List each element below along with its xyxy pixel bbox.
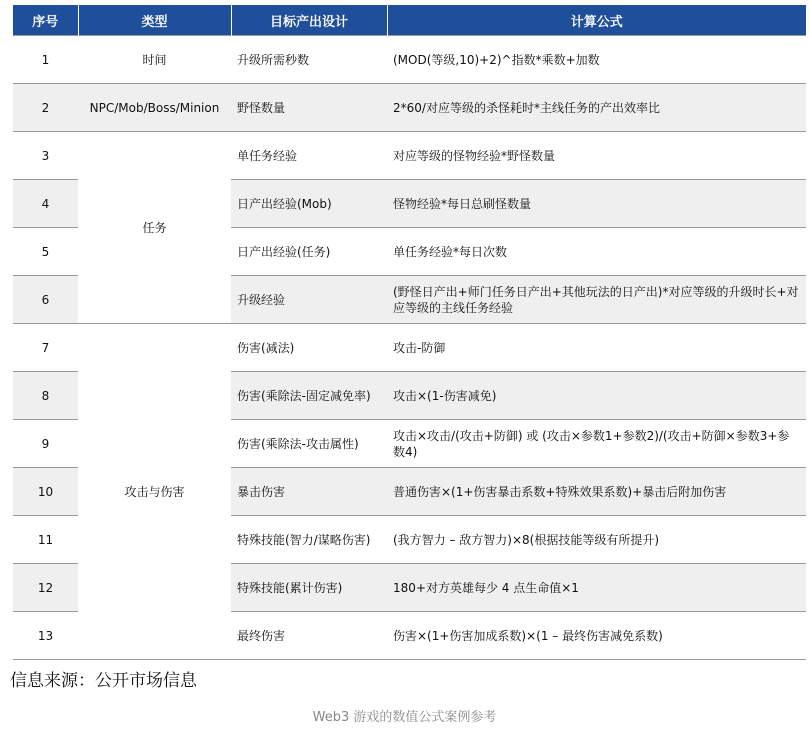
image-caption: Web3 游戏的数值公式案例参考 <box>312 710 497 725</box>
row-formula: 普通伤害×(1+伤害暴击系数+特殊效果系数)+暴击后附加伤害 <box>387 468 806 516</box>
row-target: 升级所需秒数 <box>231 36 387 84</box>
header-target: 目标产出设计 <box>231 5 387 36</box>
table-row <box>13 84 806 132</box>
row-number: 9 <box>13 420 78 468</box>
row-target: 日产出经验(任务) <box>231 228 387 276</box>
row-target: 伤害(乘除法-攻击属性) <box>231 420 387 468</box>
table-row <box>13 132 806 180</box>
row-formula: (我方智力 – 敌方智力)×8(根据技能等级有所提升) <box>387 516 806 564</box>
row-number: 1 <box>13 36 78 84</box>
row-number: 10 <box>13 468 78 516</box>
row-number: 2 <box>13 84 78 132</box>
row-formula: 对应等级的怪物经验*野怪数量 <box>387 132 806 180</box>
row-formula: (野怪日产出+师门任务日产出+其他玩法的日产出)*对应等级的升级时长+对应等级的主线任务经验 <box>387 276 806 324</box>
row-target: 升级经验 <box>231 276 387 324</box>
row-number: 7 <box>13 324 78 372</box>
row-number: 8 <box>13 372 78 420</box>
row-number: 4 <box>13 180 78 228</box>
source-note: 信息来源：公开市场信息 <box>10 671 197 691</box>
row-target: 特殊技能(累计伤害) <box>231 564 387 612</box>
row-target: 特殊技能(智力/谋略伤害) <box>231 516 387 564</box>
row-type: 时间 <box>78 36 231 84</box>
row-number: 3 <box>13 132 78 180</box>
row-number: 6 <box>13 276 78 324</box>
row-formula: 单任务经验*每日次数 <box>387 228 806 276</box>
row-target: 单任务经验 <box>231 132 387 180</box>
row-formula: 攻击×(1-伤害减免) <box>387 372 806 420</box>
group-type-task: 任务 <box>78 132 231 324</box>
row-target: 野怪数量 <box>231 84 387 132</box>
row-target: 暴击伤害 <box>231 468 387 516</box>
table-row <box>13 36 806 84</box>
row-type: NPC/Mob/Boss/Minion <box>78 84 231 132</box>
row-formula: (MOD(等级,10)+2)^指数*乘数+加数 <box>387 36 806 84</box>
table-row <box>13 324 806 372</box>
row-number: 5 <box>13 228 78 276</box>
row-target: 伤害(减法) <box>231 324 387 372</box>
row-number: 12 <box>13 564 78 612</box>
row-number: 11 <box>13 516 78 564</box>
header-formula: 计算公式 <box>387 5 806 36</box>
row-formula: 攻击×攻击/(攻击+防御) 或 (攻击×参数1+参数2)/(攻击+防御×参数3+参数4) <box>387 420 806 468</box>
row-target: 日产出经验(Mob) <box>231 180 387 228</box>
row-formula: 怪物经验*每日总刷怪数量 <box>387 180 806 228</box>
group-type-attack: 攻击与伤害 <box>78 324 231 660</box>
row-formula: 2*60/对应等级的杀怪耗时*主线任务的产出效率比 <box>387 84 806 132</box>
row-formula: 180+对方英雄每少 4 点生命值×1 <box>387 564 806 612</box>
table-header-row <box>13 5 806 36</box>
header-type: 类型 <box>78 5 231 36</box>
row-formula: 伤害×(1+伤害加成系数)×(1 – 最终伤害减免系数) <box>387 612 806 660</box>
formula-table <box>13 5 806 660</box>
row-target: 伤害(乘除法-固定减免率) <box>231 372 387 420</box>
header-no: 序号 <box>13 5 78 36</box>
row-number: 13 <box>13 612 78 660</box>
row-target: 最终伤害 <box>231 612 387 660</box>
row-formula: 攻击-防御 <box>387 324 806 372</box>
